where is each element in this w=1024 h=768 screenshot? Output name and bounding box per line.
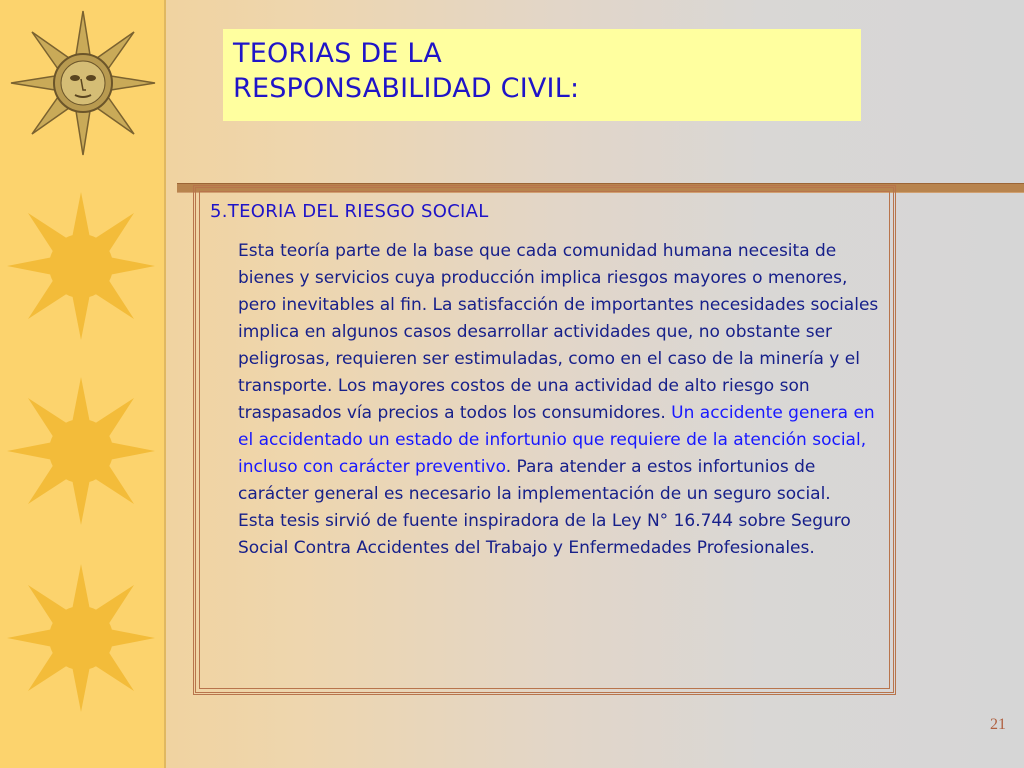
section-heading: 5.TEORIA DEL RIESGO SOCIAL xyxy=(210,201,489,222)
sun-icon xyxy=(5,190,157,342)
sun-icon xyxy=(5,562,157,714)
sun-icon xyxy=(5,375,157,527)
body-text xyxy=(238,238,882,562)
paragraph-1-part-2: . Para atender a estos infortunios de carácter general es necesario la implementación de un seguro social. xyxy=(238,457,831,504)
title-line-2: RESPONSABILIDAD CIVIL: xyxy=(233,73,580,104)
paragraph-1-part-1: Esta teoría parte de la base que cada comunidad humana necesita de bienes y servicios cuya producción implica riesgos mayores o menores, pero inevitables al fin. La satisfacción de importantes necesidades sociales implica en algunos casos desarrollar actividades que, no obstante ser peligrosas, requieren ser estimuladas, como en el caso de la minería y el transporte. Los mayores costos de una actividad de alto riesgo son traspasados vía precios a todos los consumidores. xyxy=(238,241,879,423)
sun-face-icon xyxy=(8,8,158,158)
paragraph-1 xyxy=(238,238,882,508)
title-line-1: TEORIAS DE LA xyxy=(233,38,442,69)
slide-title xyxy=(233,36,853,106)
title-box xyxy=(223,29,861,121)
paragraph-1-highlight: Un accidente genera en el accidentado un estado de infortunio que requiere de la atención social, incluso con carácter preventivo xyxy=(238,403,875,477)
page-number: 21 xyxy=(990,716,1006,733)
paragraph-2: Esta tesis sirvió de fuente inspiradora de la Ley N° 16.744 sobre Seguro Social Contra Accidentes del Trabajo y Enfermedades Profesionales. xyxy=(238,511,851,558)
left-decorative-strip xyxy=(0,0,166,768)
